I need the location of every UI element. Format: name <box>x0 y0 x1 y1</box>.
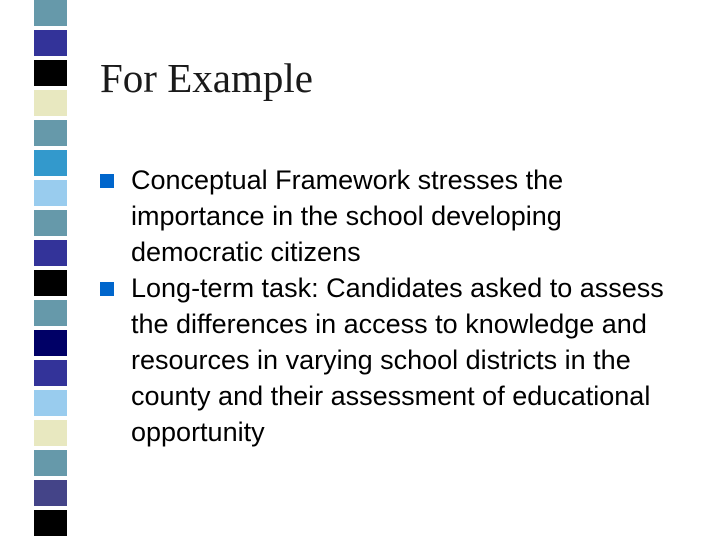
stripe-block <box>34 270 67 296</box>
stripe-block <box>34 330 67 356</box>
stripe-block <box>34 240 67 266</box>
stripe-block <box>34 90 67 116</box>
stripe-block <box>34 390 67 416</box>
stripe-block <box>34 420 67 446</box>
stripe-block <box>34 210 67 236</box>
slide-title: For Example <box>100 55 313 101</box>
bullet-list <box>100 162 700 450</box>
square-bullet-icon <box>100 174 114 188</box>
stripe-block <box>34 450 67 476</box>
stripe-block <box>34 180 67 206</box>
stripe-block <box>34 300 67 326</box>
stripe-block <box>34 150 67 176</box>
bullet-item <box>100 270 700 450</box>
square-bullet-icon <box>100 282 114 296</box>
stripe-block <box>34 120 67 146</box>
stripe-block <box>34 510 67 536</box>
bullet-item <box>100 162 700 270</box>
bullet-text: Conceptual Framework stresses the importance in the school developing democratic citizens <box>131 165 564 267</box>
bullet-text: Long-term task: Candidates asked to assess the differences in access to knowledge and resources in varying school districts in the county and their assessment of educational opportunity <box>131 273 664 447</box>
stripe-block <box>34 60 67 86</box>
stripe-block <box>34 480 67 506</box>
stripe-block <box>34 360 67 386</box>
stripe-block <box>34 0 67 26</box>
decorative-stripe <box>34 0 67 540</box>
stripe-block <box>34 30 67 56</box>
